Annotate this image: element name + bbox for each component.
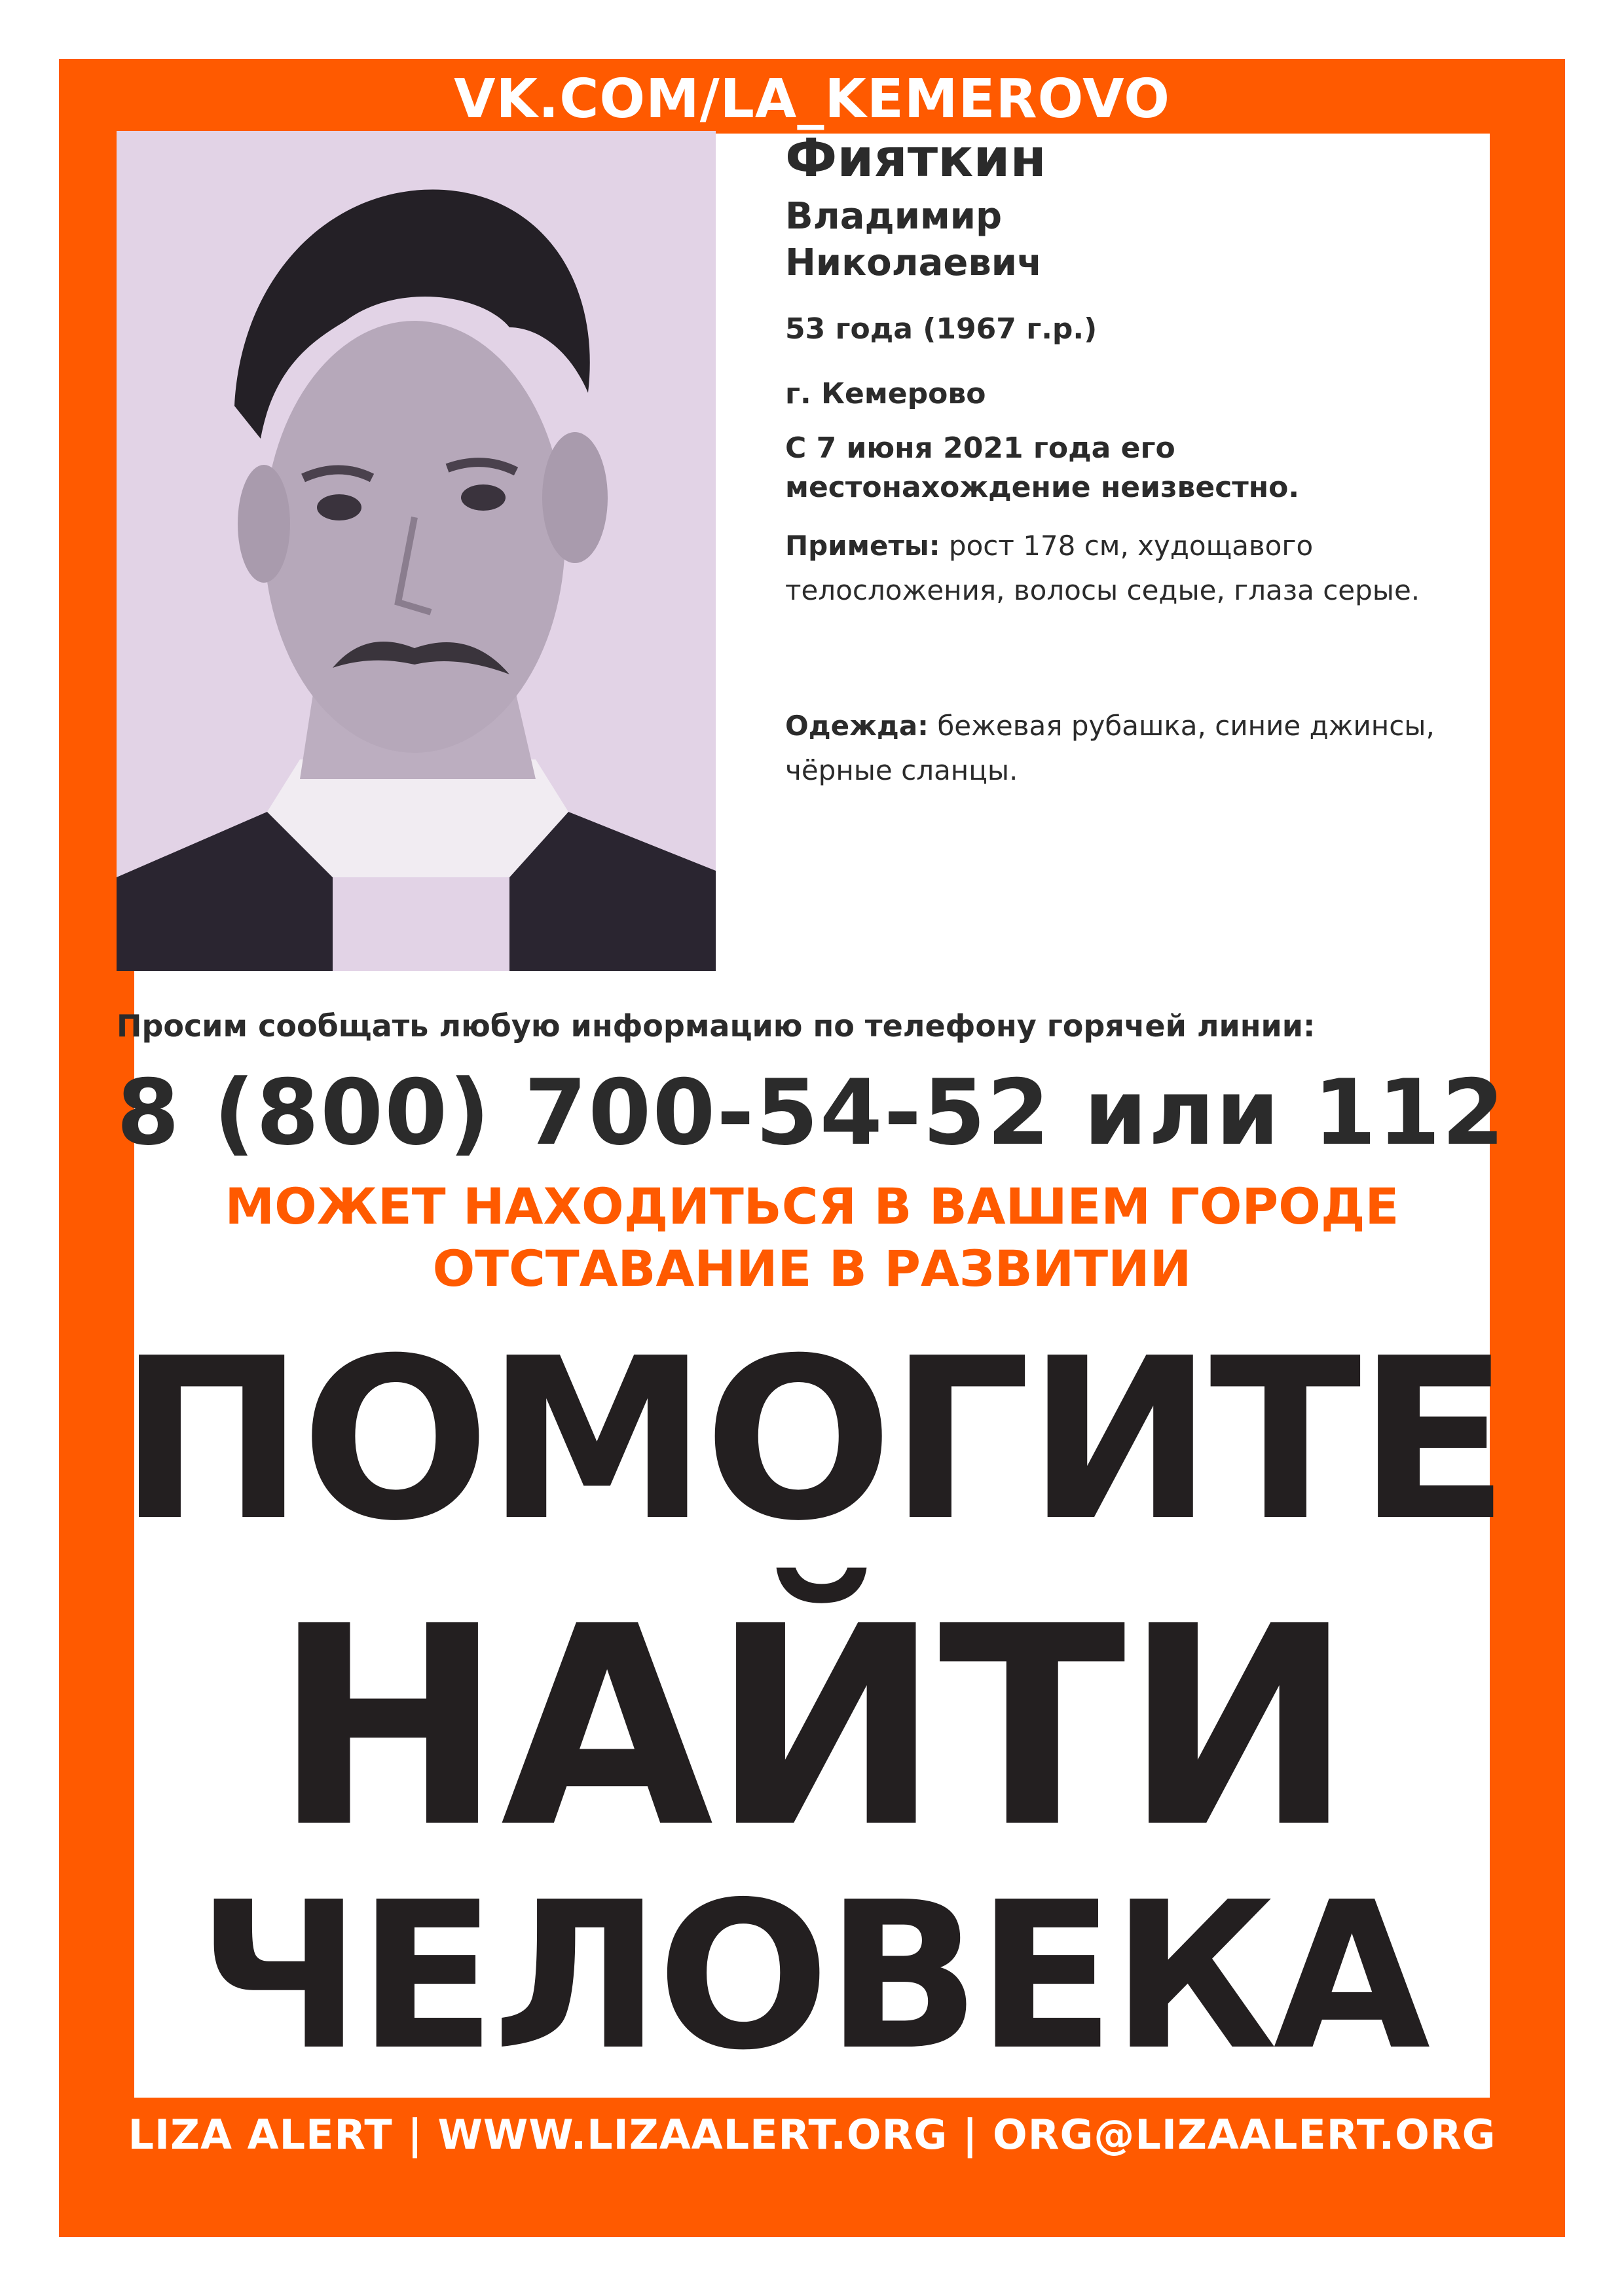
- warning-location: МОЖЕТ НАХОДИТЬСЯ В ВАШЕМ ГОРОДЕ: [225, 1177, 1399, 1235]
- hotline-request: Просим сообщать любую информацию по телефону горячей линии:: [117, 1008, 1316, 1044]
- signs-text: рост 178 см, худощавого телосложения, волосы седые, глаза серые.: [785, 530, 1420, 606]
- missing-since: [785, 429, 1492, 507]
- person-patronymic: Николаевич: [785, 242, 1043, 284]
- person-city: г. Кемерово: [785, 377, 986, 410]
- headline-person: ЧЕЛОВЕКА: [197, 1859, 1427, 2095]
- headline-help: ПОМОГИТЕ: [118, 1311, 1506, 1570]
- clothes-label: Одежда:: [785, 710, 929, 742]
- missing-since-line1: С 7 июня 2021 года его: [785, 431, 1175, 465]
- headline-find: НАЙТИ: [272, 1568, 1352, 1888]
- vk-url[interactable]: VK.COM/LA_KEMEROVO: [454, 68, 1170, 130]
- clothes-text: бежевая рубашка, синие джинсы, чёрные сланцы.: [785, 710, 1435, 786]
- person-age: 53 года (1967 г.р.): [785, 312, 1098, 346]
- signs-label: Приметы:: [785, 530, 940, 562]
- hotline-phone[interactable]: 8 (800) 700-54-52 или 112: [117, 1060, 1506, 1165]
- person-signs: [785, 524, 1505, 613]
- person-clothes: [785, 704, 1505, 793]
- missing-since-line2: местонахождение неизвестно.: [785, 471, 1300, 504]
- person-first-name: Владимир: [785, 195, 1003, 238]
- person-photo: [117, 131, 716, 971]
- warning-condition: ОТСТАВАНИЕ В РАЗВИТИИ: [432, 1239, 1192, 1298]
- person-surname: Фияткин: [785, 128, 1046, 189]
- portrait-illustration: [117, 131, 716, 971]
- footer-contacts[interactable]: LIZA ALERT | WWW.LIZAALERT.ORG | ORG@LIZAALERT.ORG: [128, 2111, 1496, 2159]
